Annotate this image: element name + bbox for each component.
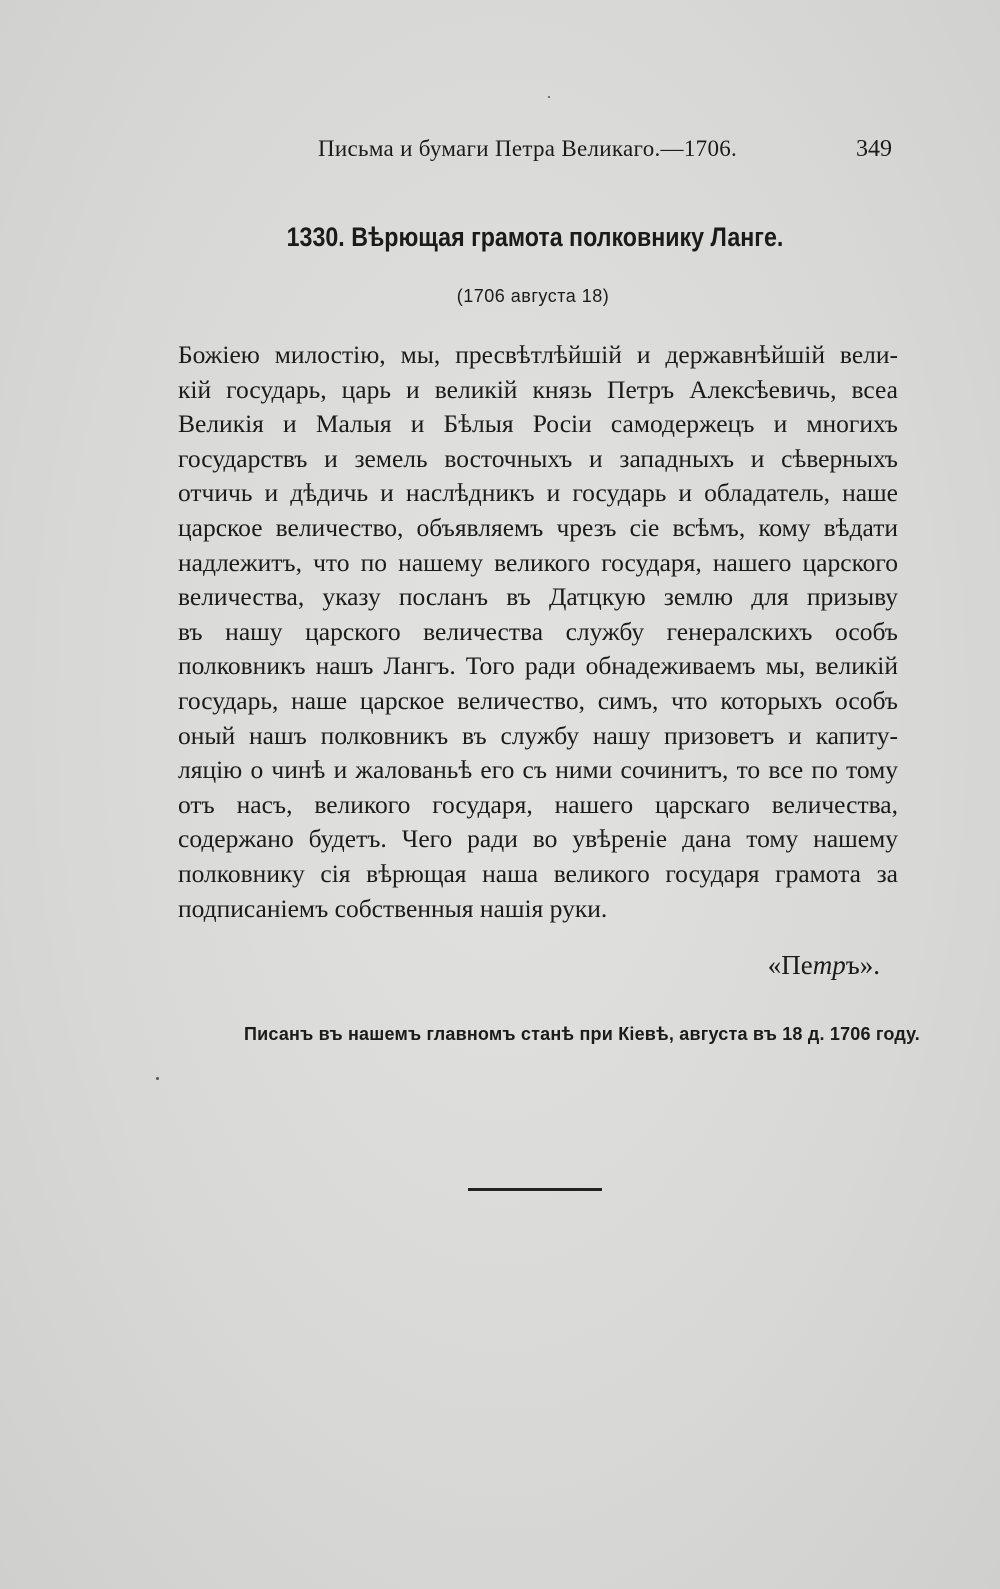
signature-close: ъ». [845,950,880,980]
body-line: полковникъ нашъ Лангъ. Того ради обнадеживаемъ мы, великiй [178,651,898,681]
body-line: содержано будетъ. Чего ради во увѣренiе дана тому нашему [178,824,898,854]
body-line: величества, указу посланъ въ Датцкую землю для призыву [178,582,898,612]
paper-speck [548,96,550,98]
body-line: государь, наше царское величество, симъ, что которыхъ особъ [178,685,898,715]
body-line: надлежитъ, что по нашему великого государя, нашего царского [178,547,898,577]
body-line: оный нашъ полковникъ въ службу нашу призоветъ и капиту- [178,720,898,750]
body-line: кiй государь, царь и великiй князь Петръ Алексѣевичь, всеа [178,374,898,404]
document-title: 1330. Вѣрющая грамота полковнику Ланге. [286,222,784,252]
running-head: Письма и бумаги Петра Великаго.—1706. [318,136,738,161]
body-line: Великiя и Малыя и Бѣлыя Росiи самодержецъ и многихъ [178,409,898,439]
body-text [178,338,898,926]
paper-speck [156,1077,159,1080]
body-line: царское величество, объявляемъ чрезъ сiе всѣмъ, кому вѣдати [178,512,898,542]
body-line: отчичь и дѣдичь и наслѣдникъ и государь и обладатель, наше [178,478,898,508]
page-header [318,136,892,176]
signature-italic: тр [812,950,846,980]
signature [640,950,880,981]
footer-note: Писанъ въ нашемъ главномъ станѣ при Кiевѣ, августа въ 18 д. 1706 году. [244,1024,921,1044]
document-date: (1706 августа 18) [456,286,610,306]
body-line: полковнику сiя вѣрющая наша великого государя грамота за [178,858,898,888]
signature-open: «Пе [767,950,813,980]
end-rule [468,1188,602,1191]
body-line: ляцiю о чинѣ и жалованьѣ его съ ними сочинитъ, то все по тому [178,755,898,785]
page-number: 349 [856,136,892,162]
body-line: отъ насъ, великого государя, нашего царскаго величества, [178,789,898,819]
body-line: государствъ и земель восточныхъ и западныхъ и сѣверныхъ [178,443,898,473]
body-line: Божiею милостiю, мы, пресвѣтлѣйшiй и державнѣйшiй вели- [178,340,898,369]
body-line: подписанiемъ собственныя нашiя руки. [178,893,608,923]
body-line: въ нашу царского величества службу генералскихъ особъ [178,616,898,646]
